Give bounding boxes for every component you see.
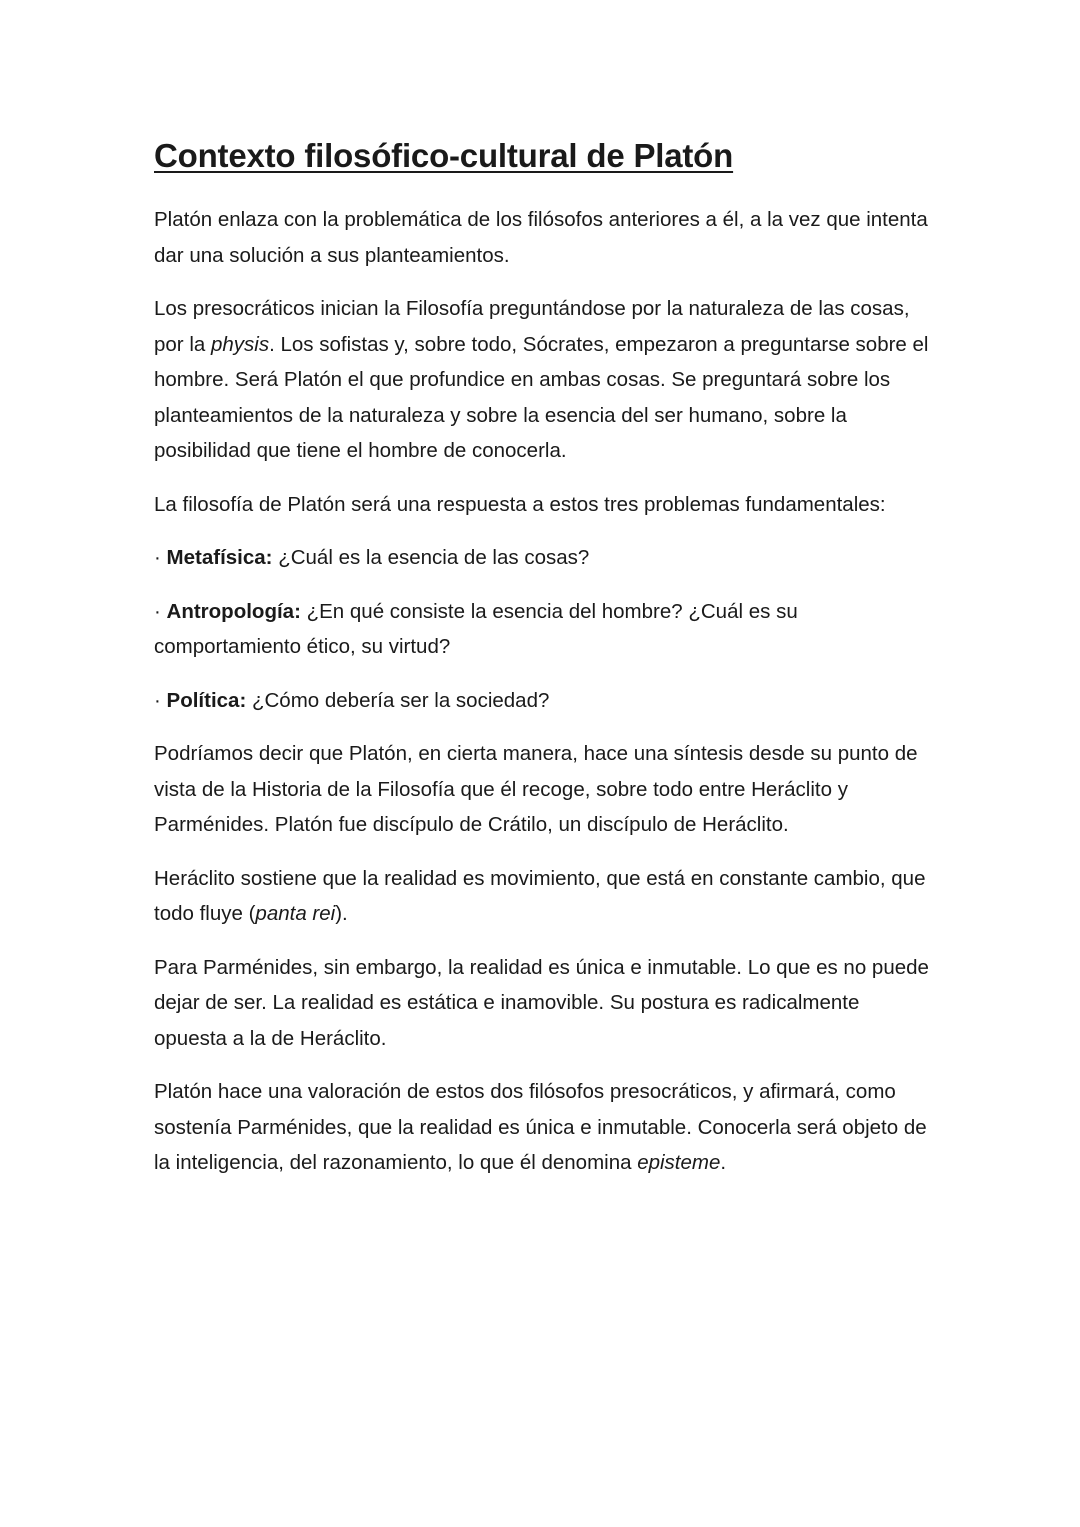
paragraph-heraclitus bbox=[154, 861, 929, 932]
bullet-politica bbox=[154, 683, 929, 719]
paragraph-plato-valuation bbox=[154, 1074, 929, 1181]
emphasis-physis: physis bbox=[210, 332, 270, 356]
bullet-text: ¿En qué consiste la esencia del hombre? ¿Cuál es su comportamiento ético, su virtud? bbox=[154, 599, 798, 658]
text-run: . bbox=[720, 1151, 727, 1174]
text-run: . Los sofistas y, sobre todo, Sócrates, empezaron a preguntarse sobre el hombre. Será Platón el que profundice en ambas cosas. Se preguntará sobre los planteamientos de la naturaleza y sobre la esencia del ser humano, sobre la posibilidad que tiene el hombre de conocerla. bbox=[154, 332, 929, 462]
document-title: Contexto filosófico-cultural de Platón bbox=[154, 137, 734, 174]
text-run: Los presocráticos inician la Filosofía preguntándose por la naturaleza de las cosas, por la bbox=[154, 297, 910, 356]
bullet-marker: · bbox=[154, 599, 167, 623]
paragraph-synthesis: Podríamos decir que Platón, en cierta manera, hace una síntesis desde su punto de vista de la Historia de la Filosofía que él recoge, sobre todo entre Heráclito y Parménides. Platón fue discípulo de Crátilo, un discípulo de Heráclito. bbox=[154, 742, 918, 836]
text-run: Heráclito sostiene que la realidad es movimiento, que está en constante cambio, que todo fluye ( bbox=[154, 866, 926, 925]
paragraph-intro: Platón enlaza con la problemática de los filósofos anteriores a él, a la vez que intenta dar una solución a sus planteamientos. bbox=[154, 208, 928, 267]
bullet-label: Política: bbox=[166, 688, 247, 712]
emphasis-panta-rei: panta rei bbox=[255, 902, 336, 925]
bullet-antropologia bbox=[154, 594, 929, 665]
paragraph-presocratics bbox=[154, 291, 929, 469]
bullet-marker: · bbox=[154, 688, 167, 712]
bullet-metafisica bbox=[154, 540, 929, 576]
document-page bbox=[154, 134, 929, 1199]
text-run: ). bbox=[335, 902, 348, 925]
emphasis-episteme: episteme bbox=[637, 1151, 721, 1174]
bullet-text: ¿Cómo debería ser la sociedad? bbox=[246, 688, 550, 712]
paragraph-problems: La filosofía de Platón será una respuesta a estos tres problemas fundamentales: bbox=[154, 492, 886, 516]
bullet-marker: · bbox=[154, 546, 167, 569]
bullet-text: ¿Cuál es la esencia de las cosas? bbox=[272, 546, 590, 569]
text-run: Platón hace una valoración de estos dos filósofos presocráticos, y afirmará, como sostenía Parménides, que la realidad es única e inmutable. Conocerla será objeto de la inteligencia, del razonamiento, lo que él denomina bbox=[154, 1080, 927, 1174]
bullet-label: Antropología: bbox=[166, 599, 301, 623]
paragraph-parmenides: Para Parménides, sin embargo, la realidad es única e inmutable. Lo que es no puede dejar de ser. La realidad es estática e inamovible. Su postura es radicalmente opuesta a la de Heráclito. bbox=[154, 955, 929, 1050]
bullet-label: Metafísica: bbox=[166, 546, 273, 569]
